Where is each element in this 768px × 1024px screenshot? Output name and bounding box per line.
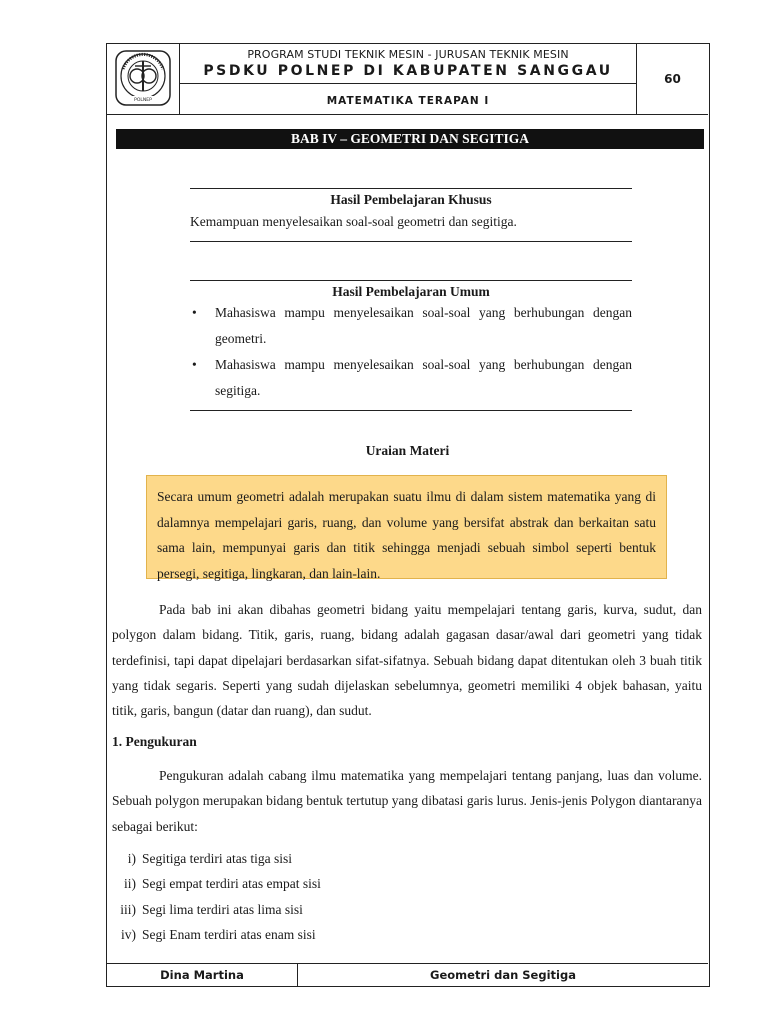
- general-outcomes-list: [190, 300, 632, 404]
- general-outcomes-top-rule: [190, 280, 632, 281]
- page-header: [107, 44, 708, 114]
- svg-text:POLNEP: POLNEP: [134, 98, 152, 103]
- list-item: • Mahasiswa mampu menyelesaikan soal-soal yang berhubungan dengan geometri.: [190, 300, 632, 352]
- logo-cell: [107, 44, 180, 114]
- specific-outcomes-title: Hasil Pembelajaran Khusus: [330, 192, 492, 207]
- intro-paragraph: Pada bab ini akan dibahas geometri bidang yaitu mempelajari tentang garis, kurva, sudut, dan polygon dalam bidang. Titik, garis, ruang, bidang adalah gagasan dasar/awal dari geometri yang tidak terdefinisi, tapi dapat dipelajari berdasarkan sifat-sifatnya. Sebuah bidang dapat ditentukan oleh 3 buah titik yang tidak segaris. Seperti yang sudah dijelaskan sebelumnya, geometri memiliki 4 objek bahasan, yaitu titik, garis, bangun (datar dan ruang), dan sudut.: [112, 602, 702, 719]
- specific-outcomes-top-rule: [190, 188, 632, 189]
- header-title-cell: [180, 44, 637, 114]
- specific-outcomes-bottom-rule: [190, 241, 632, 242]
- measurement-paragraph: Pengukuran adalah cabang ilmu matematika yang mempelajari tentang panjang, luas dan volume. Sebuah polygon merupakan bidang bentuk tertutup yang dibatasi garis lurus. Jenis-jenis Polygon diantaranya sebagai berikut:: [112, 768, 702, 834]
- footer-author: Dina Martina: [107, 964, 298, 987]
- institution-name: PSDKU POLNEP DI KABUPATEN SANGGAU: [203, 63, 613, 79]
- section-title: Uraian Materi: [365, 443, 450, 458]
- page-frame: [106, 43, 710, 987]
- list-item: • Mahasiswa mampu menyelesaikan soal-soal yang berhubungan dengan segitiga.: [190, 352, 632, 404]
- definition-callout: Secara umum geometri adalah merupakan suatu ilmu di dalam sistem matematika yang di dalamnya mempelajari garis, ruang, dan volume yang bersifat abstrak dan berkaitan satu sama lain, mempunyai garis dan titik sehingga menjadi sebuah simbol seperti bentuk persegi, segitiga, lingkaran, dan lain-lain.: [146, 475, 667, 579]
- list-item: iii) Segi lima terdiri atas lima sisi: [120, 901, 303, 917]
- course-name: MATEMATIKA TERAPAN I: [326, 95, 490, 107]
- program-name: PROGRAM STUDI TEKNIK MESIN - JURUSAN TEKNIK MESIN: [247, 48, 569, 61]
- polygon-list: [112, 846, 321, 947]
- general-outcomes-title: Hasil Pembelajaran Umum: [332, 284, 490, 299]
- polnep-logo-icon: [113, 49, 173, 107]
- page-number: 60: [664, 72, 681, 86]
- page-footer: [107, 963, 708, 987]
- page-number-cell: [637, 44, 708, 114]
- specific-outcomes-text: Kemampuan menyelesaikan soal-soal geometri dan segitiga.: [190, 214, 517, 229]
- header-bottom-rule: [107, 114, 708, 115]
- subsection-heading: 1. Pengukuran: [112, 734, 197, 749]
- general-outcomes-bottom-rule: [190, 410, 632, 411]
- general-outcomes: [190, 284, 632, 404]
- list-item: ii) Segi empat terdiri atas empat sisi: [124, 876, 321, 892]
- list-item: i) Segitiga terdiri atas tiga sisi: [127, 851, 292, 866]
- header-divider: [180, 83, 636, 84]
- chapter-title: BAB IV – GEOMETRI DAN SEGITIGA: [116, 129, 704, 149]
- specific-outcomes: [190, 192, 632, 230]
- list-item: iv) Segi Enam terdiri atas enam sisi: [121, 926, 316, 942]
- footer-topic: Geometri dan Segitiga: [430, 968, 576, 982]
